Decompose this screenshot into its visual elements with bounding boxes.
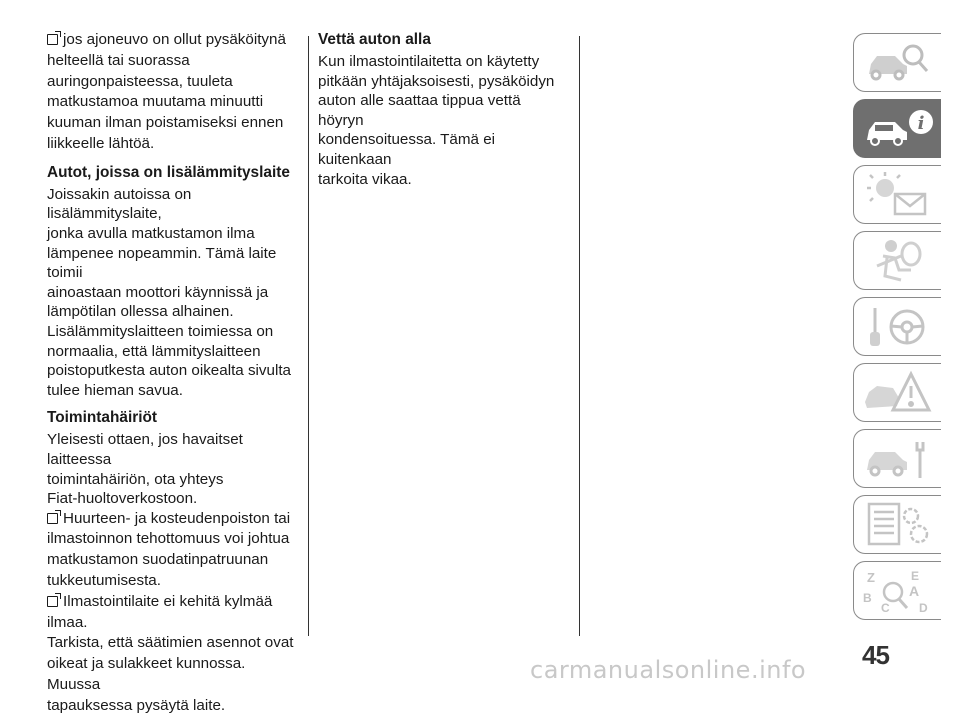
column-divider-1: [308, 36, 309, 636]
car-crash-warning-icon: [861, 368, 935, 418]
tab-list-gears[interactable]: [853, 495, 941, 554]
alphabet-index-icon: [861, 566, 935, 616]
paragraph-malfunctions: Yleisesti ottaen, jos havaitset laitteessa toimintahäiriön, ota yhteys Fiat-huoltoverkostoon.: [47, 431, 243, 508]
tab-key-steering[interactable]: [853, 297, 941, 356]
svg-text:D: D: [918, 600, 928, 615]
paragraph-auxiliary-heater: Joissakin autoissa on lisälämmityslaite, jonka avulla matkustamon ilma lämpenee nopeammin. Tämä laite toimii ainoastaan moottori käynnissä ja lämpötilan ollessa alhainen. Lisälämmityslaitteen toimiessa on normaalia, että lämmityslaitteen poistoputkesta auton oikealta sivulta tulee hieman savua.: [47, 185, 292, 399]
car-info-icon: [861, 104, 935, 154]
bullet-icon: [47, 596, 58, 607]
heading-auxiliary-heater: Autot, joissa on lisälämmityslaite: [47, 163, 290, 181]
tab-car-search[interactable]: [853, 33, 941, 92]
bullet-icon: [47, 34, 58, 45]
bullet-item-1: jos ajoneuvo on ollut pysäköitynä helteellä tai suorassa auringonpaisteessa, tuuleta matkustamoa muutama minuutti kuuman ilman poistamiseksi ennen liikkeelle lähtöä.: [47, 31, 286, 152]
page-number: 45: [862, 640, 889, 670]
tab-lights-message[interactable]: [853, 165, 941, 224]
car-wrench-icon: [861, 434, 935, 484]
tab-car-info[interactable]: [853, 99, 941, 158]
bullet-icon: [47, 513, 58, 524]
airbag-person-icon: [861, 236, 935, 286]
watermark: carmanualsonline.info: [530, 656, 807, 684]
paragraph-water-under-car: Kun ilmastointilaitetta on käytetty pitkään yhtäjaksoisesti, pysäköidyn auton alle saattaa tippua vettä höyryn kondensoituessa. Tämä ei kuitenkaan tarkoita vikaa.: [318, 53, 555, 188]
heading-water-under-car: Vettä auton alla: [318, 31, 431, 48]
svg-text:E: E: [910, 568, 919, 583]
left-column: [47, 30, 299, 717]
lights-message-icon: [861, 170, 935, 220]
column-divider-2: [579, 36, 580, 636]
bullet-item-3: Ilmastointilaite ei kehitä kylmää ilmaa. Tarkista, että säätimien asennot ovat oikeat ja sulakkeet kunnossa. Muussa tapauksessa pysäytä laite.: [47, 592, 294, 714]
svg-text:C: C: [880, 600, 890, 615]
list-gears-icon: [861, 500, 935, 550]
chapter-tabs: [853, 33, 943, 627]
bullet-item-2: Huurteen- ja kosteudenpoiston tai ilmastoinnon tehottomuus voi johtua matkustamon suodatinpatruunan tukkeutumisesta.: [47, 509, 291, 590]
car-search-icon: [861, 38, 935, 88]
right-column: [318, 30, 568, 189]
key-steering-wheel-icon: [861, 302, 935, 352]
svg-text:Z: Z: [866, 569, 875, 585]
svg-text:B: B: [862, 590, 872, 605]
svg-text:A: A: [908, 582, 919, 599]
tab-car-crash-warning[interactable]: [853, 363, 941, 422]
tab-airbag-person[interactable]: [853, 231, 941, 290]
tab-car-wrench[interactable]: [853, 429, 941, 488]
svg-text:i: i: [917, 112, 924, 134]
tab-alphabet-index[interactable]: [853, 561, 941, 620]
heading-malfunctions: Toimintahäiriöt: [47, 409, 158, 427]
